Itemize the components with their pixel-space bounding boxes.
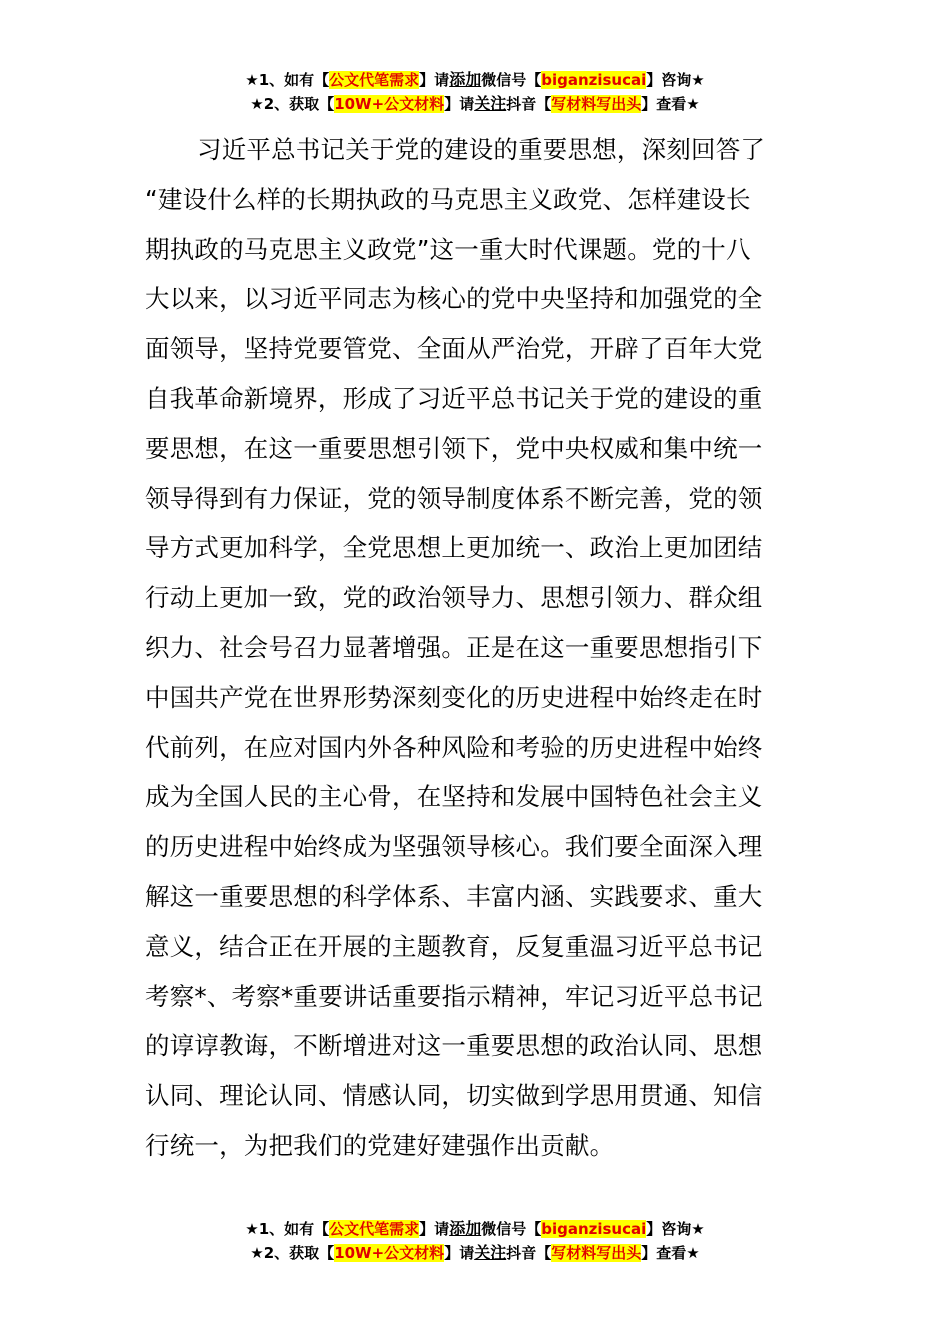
banner-highlight: 公文代笔需求 <box>329 71 420 89</box>
text-line: 意义，结合正在开展的主题教育，反复重温习近平总书记 <box>145 931 763 961</box>
douyin-name: 写材料写出头 <box>551 1244 642 1262</box>
text-line: 行统一，为把我们的党建好建强作出贡献。 <box>145 1130 615 1160</box>
text-line: 自我革命新境界，形成了习近平总书记关于党的建设的重 <box>145 383 763 413</box>
text-line: 的历史进程中始终成为坚强领导核心。我们要全面深入理 <box>145 832 763 862</box>
text-line: 代前列，在应对国内外各种风险和考验的历史进程中始终 <box>145 732 763 762</box>
banner-text: 】查看★ <box>641 1244 700 1262</box>
banner-text: 】请 <box>444 95 475 113</box>
banner-underline: 关注 <box>474 94 507 113</box>
banner-line-1 <box>0 1217 950 1241</box>
banner-line-2 <box>0 1241 950 1265</box>
text-line: 解这一重要思想的科学体系、丰富内涵、实践要求、重大 <box>145 881 763 911</box>
banner-text: 】请 <box>419 71 450 89</box>
text-line: “建设什么样的长期执政的马克思主义政党、怎样建设长 <box>145 184 751 214</box>
text-line: 成为全国人民的主心骨，在坚持和发展中国特色社会主义 <box>145 782 763 812</box>
banner-underline: 添加 <box>449 70 482 89</box>
banner-highlight: 10W+公文材料 <box>334 95 445 113</box>
banner-text: ★1、如有【 <box>245 71 330 89</box>
banner-text: 】查看★ <box>641 95 700 113</box>
banner-text: ★1、如有【 <box>245 1220 330 1238</box>
wechat-id: biganzisucai <box>541 1220 647 1238</box>
text-line: 期执政的马克思主义政党”这一重大时代课题。党的十八 <box>145 234 751 264</box>
banner-text: 微信号【 <box>481 1220 542 1238</box>
text-line: 领导得到有力保证，党的领导制度体系不断完善，党的领 <box>145 483 763 513</box>
banner-text: 抖音【 <box>506 95 552 113</box>
text-line: 认同、理论认同、情感认同，切实做到学思用贯通、知信 <box>145 1081 763 1111</box>
footer-banner <box>0 1217 950 1265</box>
banner-highlight: 10W+公文材料 <box>334 1244 445 1262</box>
banner-text: ★2、获取【 <box>250 1244 335 1262</box>
text-line: 大以来，以习近平同志为核心的党中央坚持和加强党的全 <box>145 284 763 314</box>
banner-underline: 关注 <box>474 1243 507 1262</box>
banner-text: 】咨询★ <box>646 71 705 89</box>
banner-text: 】咨询★ <box>646 1220 705 1238</box>
text-line: 考察*、考察*重要讲话重要指示精神，牢记习近平总书记 <box>145 981 763 1011</box>
text-line: 导方式更加科学，全党思想上更加统一、政治上更加团结 <box>145 533 763 563</box>
wechat-id: biganzisucai <box>541 71 647 89</box>
body-paragraph <box>145 125 810 1171</box>
banner-text: 微信号【 <box>481 71 542 89</box>
text-line: 行动上更加一致，党的政治领导力、思想引领力、群众组 <box>145 583 763 613</box>
banner-text: ★2、获取【 <box>250 95 335 113</box>
banner-text: 】请 <box>419 1220 450 1238</box>
banner-text: 】请 <box>444 1244 475 1262</box>
banner-highlight: 公文代笔需求 <box>329 1220 420 1238</box>
banner-line-1 <box>0 68 950 92</box>
header-banner <box>0 68 950 116</box>
text-line: 织力、社会号召力显著增强。正是在这一重要思想指引下 <box>145 632 763 662</box>
banner-text: 抖音【 <box>506 1244 552 1262</box>
text-line: 中国共产党在世界形势深刻变化的历史进程中始终走在时 <box>145 682 763 712</box>
text-line: 要思想，在这一重要思想引领下，党中央权威和集中统一 <box>145 433 763 463</box>
text-line: 习近平总书记关于党的建设的重要思想，深刻回答了 <box>197 135 766 164</box>
text-line: 的谆谆教诲，不断增进对这一重要思想的政治认同、思想 <box>145 1031 763 1061</box>
banner-line-2 <box>0 92 950 116</box>
text-line: 面领导，坚持党要管党、全面从严治党，开辟了百年大党 <box>145 334 763 364</box>
banner-underline: 添加 <box>449 1219 482 1238</box>
douyin-name: 写材料写出头 <box>551 95 642 113</box>
